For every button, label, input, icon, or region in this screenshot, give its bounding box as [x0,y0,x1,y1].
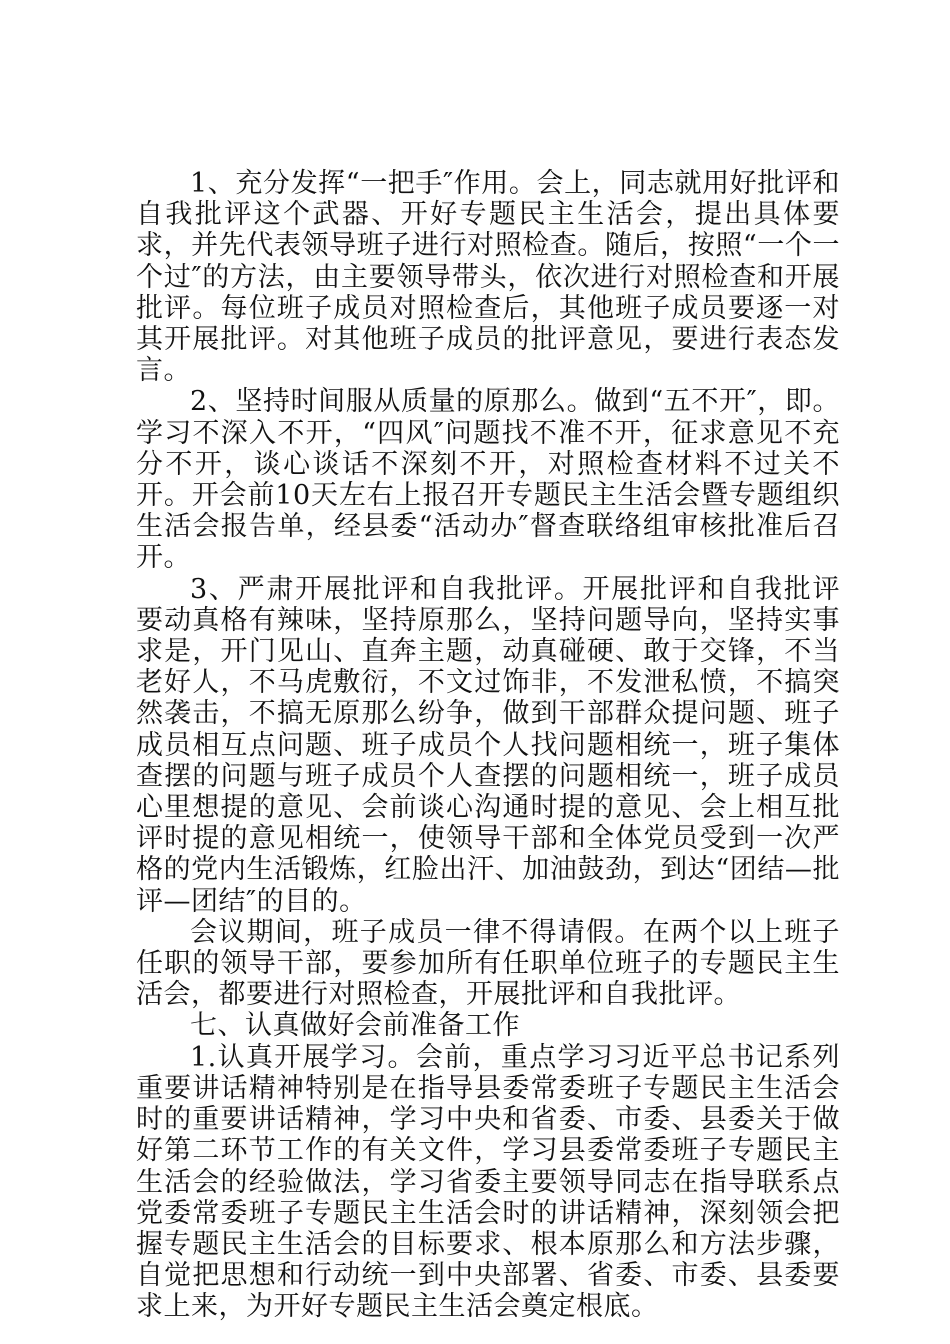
section-heading: 七、认真做好会前准备工作 [190,1010,520,1042]
paragraph-4: 会议期间，班子成员一律不得请假。在两个以上班子任职的领导干部，要参加所有任职单位班子的专题民主生活会，都要进行对照检查，开展批评和自我批评。 [136,916,840,1011]
document-page [136,168,840,1323]
paragraph-2: 2、坚持时间服从质量的原那么。做到“五不开″，即。学习不深入不开，“四风″问题找不准不开，征求意见不充分不开，谈心谈话不深刻不开，对照检查材料不过关不开。开会前10天左右上报召开专题民主生活会暨专题组织生活会报告单，经县委“活动办″督查联络组审核批准后召开。 [136,386,840,574]
paragraph-3: 3、严肃开展批评和自我批评。开展批评和自我批评要动真格有辣味，坚持原那么，坚持问题导向，坚持实事求是，开门见山、直奔主题，动真碰硬、敢于交锋，不当老好人，不马虎敷衍，不文过饰非，不发泄私愤，不搞突然袭击，不搞无原那么纷争，做到干部群众提问题、班子成员相互点问题、班子成员个人找问题相统一，班子集体查摆的问题与班子成员个人查摆的问题相统一，班子成员心里想提的意见、会前谈心沟通时提的意见、会上相互批评时提的意见相统一，使领导干部和全体党员受到一次严格的党内生活锻炼，红脸出汗、加油鼓劲，到达“团结—批评—团结″的目的。 [136,573,840,917]
paragraph-1: 1、充分发挥“一把手″作用。会上，同志就用好批评和自我批评这个武器、开好专题民主生活会，提出具体要求，并先代表领导班子进行对照检查。随后，按照“一个一个过″的方法，由主要领导带头，依次进行对照检查和开展批评。每位班子成员对照检查后，其他班子成员要逐一对其开展批评。对其他班子成员的批评意见，要进行表态发言。 [136,168,840,387]
paragraph-5: 1.认真开展学习。会前，重点学习习近平总书记系列重要讲话精神特别是在指导县委常委班子专题民主生活会时的重要讲话精神，学习中央和省委、市委、县委关于做好第二环节工作的有关文件，学习县委常委班子专题民主生活会的经验做法，学习省委主要领导同志在指导联系点党委常委班子专题民主生活会时的讲话精神，深刻领会把握专题民主生活会的目标要求、根本原那么和方法步骤，自觉把思想和行动统一到中央部署、省委、市委、县委要求上来，为开好专题民主生活会奠定根底。 [136,1041,840,1323]
